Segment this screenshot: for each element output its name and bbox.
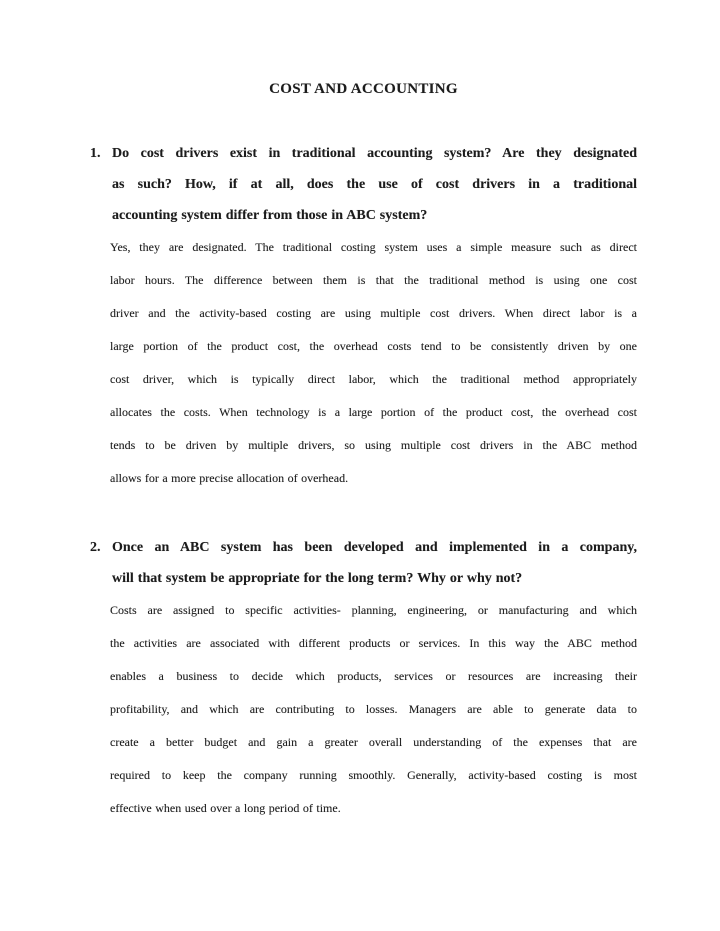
text-line: Yes, they are designated. The traditional costing system uses a simple measure such as direct: [110, 240, 637, 254]
text-line: allocates the costs. When technology is a large portion of the product cost, the overhead cost: [110, 405, 637, 419]
question-2-text: [112, 532, 637, 594]
question-1-number: 1.: [90, 146, 101, 161]
text-line: create a better budget and gain a greater overall understanding of the expenses that are: [110, 735, 637, 749]
text-line: Costs are assigned to specific activities- planning, engineering, or manufacturing and which: [110, 603, 637, 617]
question-2-number: 2.: [90, 540, 101, 555]
text-line: allows for a more precise allocation of overhead.: [110, 471, 349, 485]
question-1-heading: [90, 138, 637, 231]
answer-2-text: [110, 594, 637, 825]
text-line: profitability, and which are contributing to losses. Managers are able to generate data to: [110, 702, 637, 716]
question-block-2: [90, 532, 637, 825]
text-line: required to keep the company running smoothly. Generally, activity-based costing is most: [110, 768, 637, 782]
text-line: tends to be driven by multiple drivers, so using multiple cost drivers in the ABC method: [110, 438, 637, 452]
answer-1-text: [110, 231, 637, 495]
text-line: the activities are associated with different products or services. In this way the ABC method: [110, 636, 637, 650]
question-1-text: [112, 138, 637, 231]
text-line: as such? How, if at all, does the use of cost drivers in a traditional: [112, 177, 637, 192]
question-2-heading: [90, 532, 637, 594]
text-line: large portion of the product cost, the overhead costs tend to be consistently driven by one: [110, 339, 637, 353]
text-line: labor hours. The difference between them is that the traditional method is using one cost: [110, 273, 637, 287]
question-block-1: [90, 138, 637, 495]
text-line: cost driver, which is typically direct labor, which the traditional method appropriately: [110, 372, 637, 386]
text-line: will that system be appropriate for the long term? Why or why not?: [112, 571, 523, 586]
text-line: Do cost drivers exist in traditional accounting system? Are they designated: [112, 146, 637, 161]
text-line: accounting system differ from those in ABC system?: [112, 208, 428, 223]
document-title: COST AND ACCOUNTING: [269, 81, 458, 97]
text-line: Once an ABC system has been developed and implemented in a company,: [112, 540, 637, 555]
text-line: effective when used over a long period of time.: [110, 801, 341, 815]
text-line: enables a business to decide which products, services or resources are increasing their: [110, 669, 637, 683]
text-line: driver and the activity-based costing are using multiple cost drivers. When direct labor is a: [110, 306, 637, 320]
